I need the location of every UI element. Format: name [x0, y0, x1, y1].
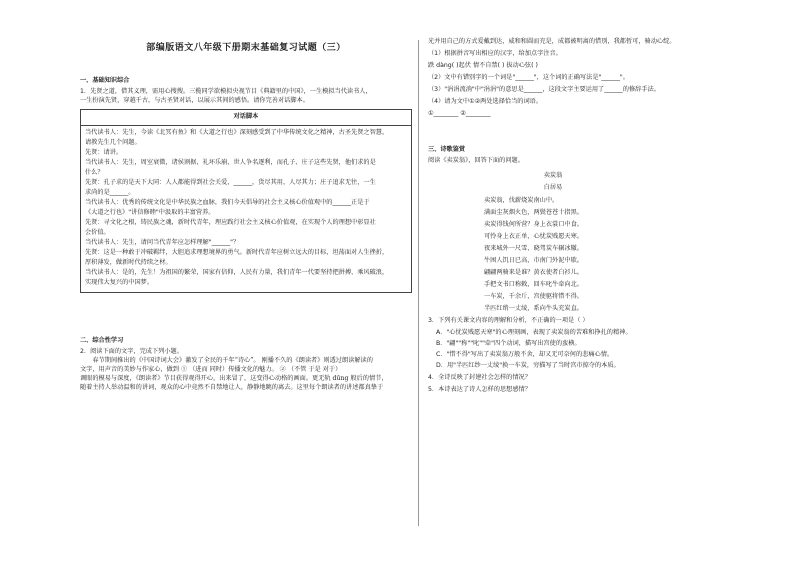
spacer [428, 122, 678, 142]
pinyin-fill-line: 跌 dàng( )起伏 情不自禁( ) 拔动心弦( ) [428, 61, 538, 69]
dialogue-line: 请教先生几个问题。 [85, 138, 141, 146]
poem-line: 翩翩两骑来是谁？黄衣使者白衫儿。 [484, 268, 583, 276]
passage-line: 调眼的模易与深度，《朗读者》节目获得观得开心，出来冒了，这变得心动格的画面。更无轨 dūng 般后的情节， [80, 374, 388, 382]
poem-line: 半匹红绡一丈绫，系向牛头充炭直。 [484, 304, 583, 312]
option-c: C．"惜不得"写出了卖炭翁万般不舍，却又无可奈何的悲痛心情。 [436, 350, 614, 358]
dialogue-script-body [81, 126, 411, 292]
dialogue-line: 先贤：寻文化之根，铸民族之魂，新时代青年，理应践行社会主义核心价值观，在实现个人的理想中彰显社 [85, 218, 376, 226]
column-divider [418, 40, 419, 526]
dialogue-line: 厚积薄发，做新时代持续之材。 [85, 258, 172, 266]
dialogue-line: 什么？ [85, 168, 104, 176]
question-1-intro: 1．先贤之道，借其义理，需用心搜搜。三揽同学欲模拟央视节目《典籍里的中国》，一生模拟当代读书人， [80, 88, 372, 96]
dialogue-line: 当代读书人：是的，先生！为祖国的繁荣，国家有信仰，人民有力量，我们青年一代要坚持把拼搏、乘风破浪， [85, 268, 389, 276]
option-d: D．用"半匹红纱一丈绫"换一车炭，穷描写了当时宫市掠夺的本质。 [436, 361, 620, 369]
poem-title: 卖炭翁 [543, 171, 563, 179]
page-title: 部编版语文八年级下册期末基础复习试题（三） [146, 43, 346, 53]
option-b: B．"翩""称""叱""牵"四个动词，描写出宫使的蛮横。 [436, 339, 581, 347]
poem-line: 卖炭翁，伐薪烧炭南山中。 [484, 196, 559, 204]
answer-blanks: ①________ ②________ [428, 109, 491, 117]
question-1-intro-cont: 一生扮演先贤，穿越千古，与古圣贤对话，以展示其间的感悟。请你完善对话脚本。 [80, 97, 309, 105]
question-2-prompt: 2．阅读下面的文字，完成下列小题。 [80, 347, 183, 355]
section-3-heading: 三、诗歌鉴赏 [428, 145, 466, 153]
dialogue-line: 先贤：这是一种敢于冲破羁绊，大胆追求理想境界的勇气。新时代青年应树立远大的目标，坦荡面对人生挫折， [85, 248, 389, 256]
option-a: A．"心忧炭贱愿天寒"的心理刻画，表现了卖炭翁的苦难和挣扎的精神。 [436, 328, 632, 336]
dialogue-script-box [80, 109, 412, 293]
question-5: 5．本诗表达了诗人怎样的思想感情？ [428, 385, 531, 393]
poem-author: 白居易 [543, 183, 563, 191]
passage-line: 春节期间推出的《中国诗词大会》激发了全民的千年“诗心”。 刚播不久的《朗读者》则透过朗读解读的 [92, 356, 373, 364]
poem-line: 满面尘灰烟火色，两鬓苍苍十指黑。 [484, 208, 583, 216]
passage-line: 文字，用声音的美妙与作家心，做到 ① （进而 同时）传播文化的魅力。 ② （不管 于是 对于） [80, 365, 342, 373]
dialogue-line: 当代读书人：优秀的传统文化是中华民族之血脉，我们今天倡导的社会主义核心价值观中的______正是于 [85, 198, 370, 206]
right-column [428, 38, 678, 398]
question-3: 3．下列有关课文内容的理解和分析，不正确的一项是（ ） [428, 316, 589, 324]
subquestion-1: （1）根据拼音写出相应的汉字，给加点字注音。 [428, 49, 562, 57]
dialogue-line: 当代读书人：先生，请问当代青年应怎样理解"______"？ [85, 238, 240, 246]
dialogue-script-title: 对话脚本 [81, 110, 411, 126]
dialogue-line: 实现伟大复兴的中国梦。 [85, 278, 154, 286]
question-4: 4．全诗反映了封建社会怎样的情况？ [428, 373, 531, 381]
poem-line: 手把文书口称敕，回车叱牛牵向北。 [484, 280, 583, 288]
dialogue-line: 先贤：孔子求的是天下大同：人人都能得到社会关爱，______，货尽其用，人尽其力；庄子追求无往，一生 [85, 178, 376, 186]
poem-line: 可怜身上衣正单，心忧炭贱愿天寒。 [484, 232, 583, 240]
poem-line: 夜来城外一尺雪，晓驾炭车辗冰辙。 [484, 244, 583, 252]
passage-line: 光并用自己的方式爱戴到达，威和和圆而充是，成都被明离的惜别，我都暂可，骑动心绽。 [428, 38, 676, 45]
poem-line: 卖炭得钱何所营？身上衣裳口中食。 [484, 220, 583, 228]
spacer [80, 293, 412, 333]
dialogue-line: 先贤：请讲。 [85, 148, 123, 156]
dialogue-line: 求尚的是______。 [85, 188, 135, 196]
dialogue-line: 《大道之行也》"讲信修睦"中汲取的丰富营养。 [85, 208, 215, 216]
section-2-heading: 二、综合性学习 [80, 336, 124, 344]
subquestion-4: （4）请为文中①②两处选择恰当的词语。 [428, 97, 543, 105]
dialogue-line: 当代读书人：先生，周室衰微，诸侯割据，礼坏乐崩，世人争名逐利，而孔子、庄子这些先贤，他们求的是 [85, 158, 376, 166]
poem-line: 牛困人饥日已高，市南门外泥中歇。 [484, 256, 583, 264]
left-column [80, 38, 412, 393]
section-1-heading: 一、基础知识综合 [80, 77, 130, 85]
dialogue-line: 当代读书人：先生，今读《北冥有鱼》和《大道之行也》深刻感受到了中华传统文化之精神，古圣先贤之智慧， [85, 128, 389, 136]
dialogue-line: 会价值。 [85, 228, 110, 236]
subquestion-3: （3）"涓涓流淌"中"涓涓"的意思是______，这段文字主要运用了______的修辞手法。 [428, 85, 660, 93]
poem-line: 一车炭，千余斤，宫使驱将惜不得。 [484, 292, 583, 300]
section-3-prompt: 阅读《卖炭翁》，回答下面的问题。 [428, 156, 524, 164]
subquestion-2: （2）文中有错别字的一个词是"______"，这个词的正确写法是"______"。 [428, 73, 629, 81]
passage-line: 随着主持人举动温和的讲词，观众的心中竟然不自禁地让人，静静地眺的离去。这里每个朗读者的讲述都真挚于 [80, 383, 384, 391]
